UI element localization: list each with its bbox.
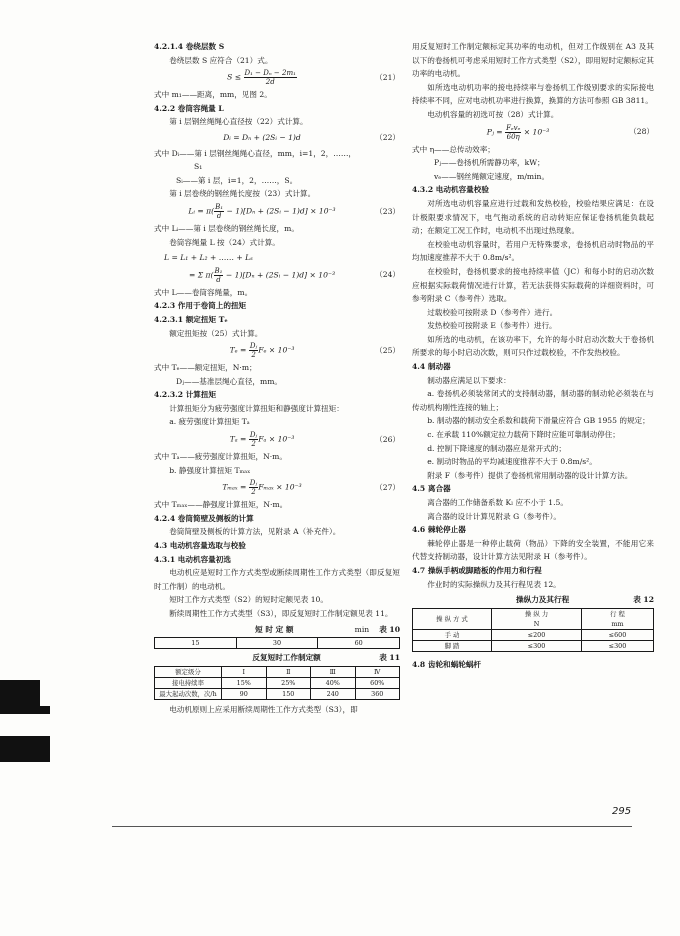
table-12 xyxy=(412,608,654,652)
paragraph: 第 i 层钢丝绳绳心直径按（22）式计算。 xyxy=(169,117,308,127)
table-cell: ≤300 xyxy=(492,640,582,651)
paragraph: 电动机应是短时工作方式类型或断续周期性工作方式类型（即反复短时工作制）的电动机。 xyxy=(154,568,400,591)
where-clause: Sᵢ——第 i 层，i=1，2，……，S。 xyxy=(176,175,298,185)
table-cell: 最大起动次数，次/h xyxy=(155,688,222,699)
equation-21: S ≤ $\frac{\text{D₁ − Dₙ − 2m₁}}{2d}$ （21） xyxy=(227,69,400,87)
paragraph: 短时工作方式类型（S2）的短时定额见表 10。 xyxy=(169,595,328,605)
section-heading: 4.2.3 作用于卷筒上的扭矩 xyxy=(154,301,247,311)
table-label: 表 11 xyxy=(379,653,400,663)
equation-number: （23） xyxy=(375,206,400,216)
table-cell: ≤300 xyxy=(582,640,654,651)
right-column xyxy=(412,40,654,671)
left-column xyxy=(154,40,400,716)
table-cell: 接电持续率 xyxy=(155,677,222,688)
table-header: Ⅱ xyxy=(266,666,311,677)
list-item: e. 制动时物品的平均减速度推荐不大于 0.8m/s²。 xyxy=(427,457,597,467)
paragraph: 过载校验可按附录 D（参考件）进行。 xyxy=(427,307,558,317)
equation-28: Pⱼ = $\frac{\text{Fₑvₑ}}{60\eta}$ × 10⁻³ （28） xyxy=(486,123,654,141)
table-cell: ≤200 xyxy=(492,629,582,640)
equation-number: （28） xyxy=(629,127,654,137)
where-clause: 式中 Tₑ——额定扭矩，N·m； xyxy=(154,363,257,373)
where-clause: 式中 Lᵢ——第 i 层卷绕的钢丝绳长度，m。 xyxy=(154,223,299,233)
paragraph: 计算扭矩分为疲劳强度计算扭矩和静强度计算扭矩： xyxy=(169,403,344,413)
scan-artifact xyxy=(40,706,50,714)
table-10-caption xyxy=(154,623,400,637)
table-11-caption xyxy=(154,651,400,665)
table-header: Ⅳ xyxy=(355,666,400,677)
table-cell: 25% xyxy=(266,677,311,688)
table-11 xyxy=(154,666,400,700)
equation-25: Tₑ = $\frac{\text{Dⱼ}}{2}$ Fₑ × 10⁻³ （25） xyxy=(229,342,400,360)
table-cell: 手 动 xyxy=(413,629,492,640)
table-header: 额定级分 xyxy=(155,666,222,677)
table-cell: 90 xyxy=(222,688,267,699)
where-clause: vₑ——钢丝绳额定速度，m/min。 xyxy=(434,171,550,181)
table-row xyxy=(155,677,400,688)
page-number: 295 xyxy=(612,806,632,817)
table-cell: 15 xyxy=(155,638,237,649)
paragraph: 第 i 层卷绕的钢丝绳长度按（23）式计算。 xyxy=(169,189,316,199)
paragraph: 断续周期性工作方式类型（S3），即反复短时工作制定额见表 11。 xyxy=(169,609,393,618)
table-row xyxy=(155,688,400,699)
equation-number: （22） xyxy=(375,132,400,142)
paragraph: 如所选电动机功率的接电持续率与卷扬机工作级别要求的实际接电持续率不同，应对电动机功率进行换算，换算的方法可参照 GB 3811。 xyxy=(412,82,654,106)
paragraph: 发热校验可按附录 E（参考件）进行。 xyxy=(427,321,557,331)
section-heading: 4.3.1 电动机容量初选 xyxy=(154,554,231,564)
paragraph: 作业时的实际操纵力及其行程见表 12。 xyxy=(427,579,561,589)
table-unit: min xyxy=(354,624,370,634)
table-header: 操 纵 力 N xyxy=(492,608,582,629)
table-cell: 60% xyxy=(355,677,400,688)
table-row xyxy=(413,629,654,640)
where-clause: 式中 L——卷筒容绳量，m。 xyxy=(154,287,253,297)
where-clause: 式中 Tₘₐₓ——静强度计算扭矩，N·m。 xyxy=(154,500,288,510)
section-heading: 4.3 电动机容量选取与校验 xyxy=(154,541,246,551)
section-heading: 4.2.1.4 卷绕层数 S xyxy=(154,42,225,51)
table-cell: 360 xyxy=(355,688,400,699)
table-title: 操纵力及其行程 xyxy=(516,595,570,605)
paragraph: 在校验电动机容量时，若用户无特殊要求，卷扬机启动时物品的平均加速度推荐不大于 0.8m/s²。 xyxy=(412,239,654,263)
table-title: 反复短时工作制定额 xyxy=(252,653,321,663)
paragraph: 额定扭矩按（25）式计算。 xyxy=(169,328,263,338)
equation-number: （24） xyxy=(375,270,400,280)
table-cell: 30 xyxy=(236,638,318,649)
table-cell: 240 xyxy=(311,688,356,699)
paragraph: 棘轮停止器是一种停止载荷（物品）下降的安全装置，不能用它来代替支持制动器，设计计算方法见附录 H（参考件）。 xyxy=(412,538,654,562)
paragraph: 在校验时，卷扬机要求的接电持续率值（JC）和每小时的启动次数应根据实际载荷情况进行计算，若无法获得实际载荷的详细资料时，可参考附录 C（参考件）选取。 xyxy=(412,266,654,304)
paragraph: 卷绕层数 S 应符合（21）式。 xyxy=(169,55,273,65)
table-row xyxy=(413,640,654,651)
where-clause: Dⱼ——基准层绳心直径，mm。 xyxy=(176,376,283,386)
equation-26: Tₐ = $\frac{\text{Dⱼ}}{2}$ Fₐ × 10⁻³ （26） xyxy=(229,431,400,449)
equation-24: = Σ π( $\frac{\text{B₁}}{d}$ − 1)[Dₙ + (2Sᵢ − 1)d] × 10⁻³ （24） xyxy=(188,266,400,284)
section-heading: 4.2.3.2 计算扭矩 xyxy=(154,390,217,400)
equation-number: （25） xyxy=(375,345,400,355)
section-heading: 4.3.2 电动机容量校验 xyxy=(412,185,489,195)
paragraph: 对所选电动机容量应进行过载和发热校验，校验结果应满足：在设计极限要求情况下，电气拖动系统的启动转矩应保证卷扬机能负载起动；在额定工况工作时，电动机不出现过热现象。 xyxy=(412,198,654,236)
table-header: 行 程 mm xyxy=(582,608,654,629)
list-item: a. 疲劳强度计算扭矩 Tₐ xyxy=(169,417,250,427)
section-heading: 4.6 棘轮停止器 xyxy=(412,525,466,535)
equation-24a: L = L₁ + L₂ + …… + Lₛ xyxy=(164,253,253,263)
table-cell: 15% xyxy=(222,677,267,688)
paragraph: 如所选的电动机，在该功率下，允许的每小时启动次数大于卷扬机所要求的每小时启动次数，则可只作过载校验，不作发热校验。 xyxy=(412,334,654,358)
paragraph: 离合器的设计计算见附录 G（参考件）。 xyxy=(427,511,561,521)
table-cell: 脚 踏 xyxy=(413,640,492,651)
equation-27: Tₘₐₓ = $\frac{\text{Dⱼ}}{2}$ Fₘₐₓ × 10⁻³ （27） xyxy=(222,479,400,497)
section-heading: 4.2.2 卷筒容绳量 L xyxy=(154,103,224,113)
table-10 xyxy=(154,637,400,649)
list-item: d. 控制下降速度的制动器应是常开式的； xyxy=(427,443,566,453)
paragraph: 离合器的工作储备系数 Kₗ 应不小于 1.5。 xyxy=(427,498,568,507)
list-item: a. 卷扬机必须装常闭式的支持制动器，制动器的制动轮必须装在与传动机构刚性连接的轴上； xyxy=(412,389,654,412)
section-heading: 4.5 离合器 xyxy=(412,484,451,494)
list-item: b. 制动器的制动安全系数和载荷下滑量应符合 GB 1955 的规定； xyxy=(427,416,650,426)
equation-number: （21） xyxy=(375,72,400,82)
equation-23: Lᵢ = π( $\frac{\text{B₁}}{d}$ − 1)[Dₙ + (2Sᵢ − 1)d] × 10⁻³ （23） xyxy=(188,202,400,220)
equation-number: （27） xyxy=(375,482,400,492)
paragraph: 制动器应满足以下要求： xyxy=(427,375,511,385)
paragraph: 用反复短时工作制定额标定其功率的电动机，但对工作级别在 A3 及其以下的卷扬机可考虑采用短时工作方式类型（S2），即用短时定额标定其功率的电动机。 xyxy=(412,42,654,79)
table-header: Ⅰ xyxy=(222,666,267,677)
where-clause: 式中 m₁——距离，mm，见图 2。 xyxy=(154,90,272,100)
table-header: Ⅲ xyxy=(311,666,356,677)
table-12-caption xyxy=(412,593,654,607)
table-cell: ≤600 xyxy=(582,629,654,640)
where-clause: 式中 Dᵢ——第 i 层钢丝绳绳心直径，mm，i=1，2，……， xyxy=(154,148,357,158)
list-item: c. 在承载 110%额定拉力载荷下降时应能可靠制动停住； xyxy=(427,430,620,440)
paragraph: 电动机原则上应采用断续周期性工作方式类型（S3），即 xyxy=(169,704,358,714)
scan-artifact xyxy=(0,680,40,714)
section-heading: 4.2.3.1 额定扭矩 Tₑ xyxy=(154,314,228,324)
paragraph: 卷筒简壁及侧板的计算方法，见附录 A（补充件）。 xyxy=(169,527,341,537)
table-label: 表 12 xyxy=(633,595,654,605)
where-clause: 式中 η——总传动效率； xyxy=(412,144,495,154)
list-item: b. 静强度计算扭矩 Tₘₐₓ xyxy=(169,465,251,475)
table-label: 表 10 xyxy=(379,624,400,634)
equation-22: Dᵢ = Dₙ + (2Sᵢ − 1)d （22） xyxy=(154,131,400,145)
scan-artifact xyxy=(0,736,50,762)
table-header: 操 纵 方 式 xyxy=(413,608,492,629)
where-clause: 式中 Tₐ——疲劳强度计算扭矩，N·m。 xyxy=(154,452,287,462)
table-cell: 40% xyxy=(311,677,356,688)
table-cell: 150 xyxy=(266,688,311,699)
section-heading: 4.8 齿轮和蜗轮蜗杆 xyxy=(412,659,482,669)
section-heading: 4.2.4 卷筒简壁及侧板的计算 xyxy=(154,513,254,523)
where-clause: Pⱼ——卷扬机所需静功率，kW； xyxy=(434,158,545,168)
where-clause: S₁ xyxy=(194,162,203,172)
table-cell: 60 xyxy=(318,638,400,649)
footer-rule xyxy=(112,826,632,827)
paragraph: 电动机容量的初选可按（28）式计算。 xyxy=(427,109,559,119)
paragraph: 卷筒容绳量 L 按（24）式计算。 xyxy=(169,237,280,247)
table-title: 短 时 定 额 xyxy=(255,624,294,634)
equation-number: （26） xyxy=(375,434,400,444)
paragraph: 附录 F（参考件）提供了卷扬机常用制动器的设计计算方法。 xyxy=(427,470,633,480)
section-heading: 4.4 制动器 xyxy=(412,362,451,372)
section-heading: 4.7 操纵手柄或脚踏板的作用力和行程 xyxy=(412,565,542,575)
